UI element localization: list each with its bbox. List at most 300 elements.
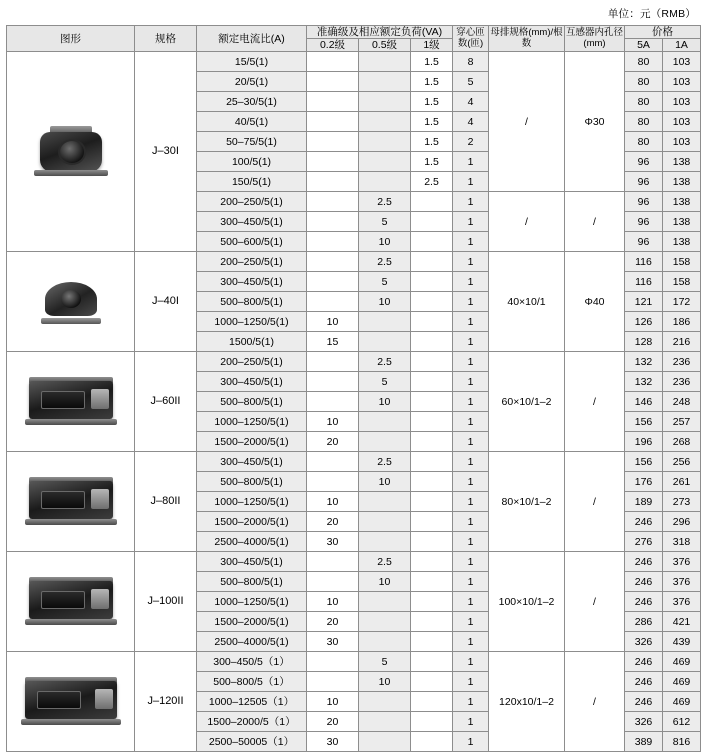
current-ratio-cell: 1000–1250/5(1) <box>197 492 307 512</box>
accuracy-1-cell <box>411 472 453 492</box>
current-ratio-cell: 1000–1250/5(1) <box>197 592 307 612</box>
current-ratio-cell: 25–30/5(1) <box>197 92 307 112</box>
product-image-cell <box>7 352 135 452</box>
price-1a-cell: 612 <box>663 712 701 732</box>
current-ratio-cell: 1000–1250/5(1) <box>197 412 307 432</box>
accuracy-05-cell: 10 <box>359 292 411 312</box>
price-1a-cell: 138 <box>663 152 701 172</box>
accuracy-02-cell: 20 <box>307 712 359 732</box>
current-ratio-cell: 1500–2000/5(1) <box>197 432 307 452</box>
price-1a-cell: 103 <box>663 52 701 72</box>
current-ratio-cell: 500–800/5(1) <box>197 392 307 412</box>
product-image-cell <box>7 452 135 552</box>
current-ratio-cell: 1000–1250/5(1) <box>197 312 307 332</box>
current-ratio-cell: 1000–12505（1） <box>197 692 307 712</box>
header-hole-diameter: 互感器内孔径(mm) <box>565 26 625 52</box>
ct-box-wide-photo <box>21 677 121 727</box>
turns-cell: 1 <box>453 672 489 692</box>
accuracy-02-cell: 30 <box>307 632 359 652</box>
price-5a-cell: 146 <box>625 392 663 412</box>
accuracy-02-cell <box>307 52 359 72</box>
price-1a-cell: 248 <box>663 392 701 412</box>
current-ratio-cell: 300–450/5(1) <box>197 212 307 232</box>
turns-cell: 1 <box>453 652 489 672</box>
current-ratio-cell: 500–800/5(1) <box>197 292 307 312</box>
busbar-cell: 120x10/1–2 <box>489 652 565 752</box>
turns-cell: 1 <box>453 232 489 252</box>
accuracy-05-cell <box>359 532 411 552</box>
accuracy-1-cell <box>411 532 453 552</box>
accuracy-1-cell <box>411 312 453 332</box>
turns-cell: 1 <box>453 712 489 732</box>
price-1a-cell: 138 <box>663 212 701 232</box>
current-ratio-cell: 1500/5(1) <box>197 332 307 352</box>
price-1a-cell: 273 <box>663 492 701 512</box>
turns-cell: 1 <box>453 252 489 272</box>
accuracy-05-cell <box>359 332 411 352</box>
header-price-5a: 5A <box>625 39 663 52</box>
header-image: 图形 <box>7 26 135 52</box>
current-ratio-cell: 150/5(1) <box>197 172 307 192</box>
accuracy-1-cell <box>411 232 453 252</box>
accuracy-02-cell <box>307 272 359 292</box>
accuracy-1-cell <box>411 692 453 712</box>
accuracy-05-cell: 2.5 <box>359 352 411 372</box>
accuracy-02-cell <box>307 292 359 312</box>
price-1a-cell: 318 <box>663 532 701 552</box>
price-5a-cell: 80 <box>625 52 663 72</box>
table-head <box>7 26 701 52</box>
turns-cell: 8 <box>453 52 489 72</box>
price-1a-cell: 257 <box>663 412 701 432</box>
accuracy-02-cell <box>307 672 359 692</box>
current-ratio-cell: 500–600/5(1) <box>197 232 307 252</box>
price-1a-cell: 296 <box>663 512 701 532</box>
accuracy-02-cell: 30 <box>307 732 359 752</box>
busbar-cell: / <box>489 52 565 192</box>
turns-cell: 1 <box>453 552 489 572</box>
accuracy-02-cell <box>307 352 359 372</box>
turns-cell: 1 <box>453 212 489 232</box>
accuracy-02-cell: 10 <box>307 492 359 512</box>
price-5a-cell: 121 <box>625 292 663 312</box>
turns-cell: 1 <box>453 532 489 552</box>
accuracy-02-cell: 10 <box>307 692 359 712</box>
accuracy-05-cell <box>359 152 411 172</box>
current-ratio-cell: 2500–50005（1） <box>197 732 307 752</box>
price-5a-cell: 96 <box>625 232 663 252</box>
specification-price-table <box>6 25 701 752</box>
accuracy-02-cell <box>307 552 359 572</box>
accuracy-05-cell: 5 <box>359 212 411 232</box>
accuracy-02-cell <box>307 372 359 392</box>
current-ratio-cell: 50–75/5(1) <box>197 132 307 152</box>
price-5a-cell: 116 <box>625 252 663 272</box>
current-ratio-cell: 2500–4000/5(1) <box>197 632 307 652</box>
header-accuracy-group: 准确级及相应额定负荷(VA) <box>307 26 453 39</box>
current-ratio-cell: 1500–2000/5(1) <box>197 512 307 532</box>
price-1a-cell: 439 <box>663 632 701 652</box>
accuracy-1-cell: 1.5 <box>411 152 453 172</box>
current-ratio-cell: 100/5(1) <box>197 152 307 172</box>
accuracy-05-cell <box>359 712 411 732</box>
accuracy-1-cell <box>411 632 453 652</box>
accuracy-02-cell <box>307 192 359 212</box>
turns-cell: 1 <box>453 732 489 752</box>
accuracy-1-cell <box>411 292 453 312</box>
price-5a-cell: 96 <box>625 152 663 172</box>
price-1a-cell: 236 <box>663 372 701 392</box>
busbar-cell: 80×10/1–2 <box>489 452 565 552</box>
turns-cell: 4 <box>453 112 489 132</box>
accuracy-02-cell: 10 <box>307 412 359 432</box>
accuracy-05-cell <box>359 512 411 532</box>
accuracy-05-cell: 10 <box>359 672 411 692</box>
turns-cell: 1 <box>453 372 489 392</box>
accuracy-02-cell <box>307 72 359 92</box>
accuracy-1-cell <box>411 512 453 532</box>
price-5a-cell: 116 <box>625 272 663 292</box>
price-1a-cell: 158 <box>663 272 701 292</box>
turns-cell: 1 <box>453 312 489 332</box>
table-row <box>7 452 701 472</box>
price-5a-cell: 246 <box>625 552 663 572</box>
ct-round-core-photo <box>34 126 108 178</box>
accuracy-02-cell: 10 <box>307 312 359 332</box>
accuracy-1-cell <box>411 712 453 732</box>
accuracy-1-cell <box>411 572 453 592</box>
accuracy-02-cell <box>307 172 359 192</box>
ct-horseshoe-core-photo <box>37 278 105 326</box>
current-ratio-cell: 20/5(1) <box>197 72 307 92</box>
product-image-cell <box>7 252 135 352</box>
accuracy-05-cell: 2.5 <box>359 192 411 212</box>
current-ratio-cell: 300–450/5(1) <box>197 272 307 292</box>
model-cell: J–40I <box>135 252 197 352</box>
current-ratio-cell: 40/5(1) <box>197 112 307 132</box>
price-1a-cell: 103 <box>663 132 701 152</box>
turns-cell: 1 <box>453 412 489 432</box>
accuracy-1-cell <box>411 412 453 432</box>
accuracy-1-cell <box>411 452 453 472</box>
accuracy-1-cell: 2.5 <box>411 172 453 192</box>
hole-diameter-cell: / <box>565 452 625 552</box>
accuracy-05-cell <box>359 52 411 72</box>
price-1a-cell: 376 <box>663 572 701 592</box>
accuracy-02-cell <box>307 452 359 472</box>
table-row <box>7 352 701 372</box>
turns-cell: 1 <box>453 432 489 452</box>
current-ratio-cell: 200–250/5(1) <box>197 352 307 372</box>
accuracy-02-cell <box>307 232 359 252</box>
header-price-group: 价格 <box>625 26 701 39</box>
product-image-cell <box>7 552 135 652</box>
unit-note: 单位：元（RMB） <box>607 8 696 20</box>
price-1a-cell: 469 <box>663 692 701 712</box>
turns-cell: 1 <box>453 352 489 372</box>
hole-diameter-cell: / <box>565 192 625 252</box>
price-5a-cell: 326 <box>625 632 663 652</box>
model-cell: J–30I <box>135 52 197 252</box>
turns-cell: 1 <box>453 632 489 652</box>
price-5a-cell: 246 <box>625 652 663 672</box>
accuracy-05-cell <box>359 612 411 632</box>
turns-cell: 1 <box>453 292 489 312</box>
price-5a-cell: 156 <box>625 452 663 472</box>
accuracy-05-cell <box>359 432 411 452</box>
price-1a-cell: 236 <box>663 352 701 372</box>
accuracy-05-cell: 5 <box>359 372 411 392</box>
price-5a-cell: 132 <box>625 352 663 372</box>
price-1a-cell: 103 <box>663 72 701 92</box>
accuracy-02-cell: 15 <box>307 332 359 352</box>
accuracy-1-cell <box>411 592 453 612</box>
ct-box-photo <box>25 377 117 427</box>
price-5a-cell: 128 <box>625 332 663 352</box>
price-5a-cell: 80 <box>625 132 663 152</box>
turns-cell: 1 <box>453 612 489 632</box>
busbar-cell: 100×10/1–2 <box>489 552 565 652</box>
accuracy-1-cell <box>411 552 453 572</box>
header-price-1a: 1A <box>663 39 701 52</box>
accuracy-02-cell <box>307 212 359 232</box>
current-ratio-cell: 1500–2000/5(1) <box>197 612 307 632</box>
accuracy-1-cell: 1.5 <box>411 112 453 132</box>
accuracy-1-cell <box>411 372 453 392</box>
accuracy-02-cell <box>307 252 359 272</box>
accuracy-1-cell <box>411 652 453 672</box>
price-1a-cell: 469 <box>663 652 701 672</box>
current-ratio-cell: 500–800/5(1) <box>197 472 307 492</box>
price-1a-cell: 216 <box>663 332 701 352</box>
price-5a-cell: 80 <box>625 92 663 112</box>
model-cell: J–100II <box>135 552 197 652</box>
price-5a-cell: 246 <box>625 692 663 712</box>
accuracy-05-cell <box>359 492 411 512</box>
header-turns: 穿心匝数(匝) <box>453 26 489 52</box>
ct-box-photo <box>25 577 117 627</box>
header-accuracy-02: 0.2级 <box>307 39 359 52</box>
accuracy-05-cell <box>359 312 411 332</box>
accuracy-05-cell: 5 <box>359 652 411 672</box>
price-5a-cell: 96 <box>625 212 663 232</box>
accuracy-05-cell: 10 <box>359 572 411 592</box>
accuracy-1-cell <box>411 212 453 232</box>
turns-cell: 1 <box>453 172 489 192</box>
current-ratio-cell: 15/5(1) <box>197 52 307 72</box>
hole-diameter-cell: Φ30 <box>565 52 625 192</box>
price-5a-cell: 326 <box>625 712 663 732</box>
accuracy-02-cell <box>307 472 359 492</box>
current-ratio-cell: 200–250/5(1) <box>197 252 307 272</box>
header-model: 规格 <box>135 26 197 52</box>
accuracy-1-cell <box>411 612 453 632</box>
turns-cell: 1 <box>453 692 489 712</box>
price-1a-cell: 103 <box>663 92 701 112</box>
hole-diameter-cell: Φ40 <box>565 252 625 352</box>
busbar-cell: 60×10/1–2 <box>489 352 565 452</box>
turns-cell: 4 <box>453 92 489 112</box>
current-ratio-cell: 300–450/5(1) <box>197 452 307 472</box>
model-cell: J–120II <box>135 652 197 752</box>
turns-cell: 1 <box>453 512 489 532</box>
turns-cell: 1 <box>453 472 489 492</box>
table-row <box>7 652 701 672</box>
price-1a-cell: 138 <box>663 172 701 192</box>
accuracy-05-cell: 10 <box>359 232 411 252</box>
accuracy-05-cell <box>359 72 411 92</box>
current-ratio-cell: 200–250/5(1) <box>197 192 307 212</box>
accuracy-02-cell <box>307 392 359 412</box>
header-accuracy-05: 0.5级 <box>359 39 411 52</box>
price-5a-cell: 246 <box>625 572 663 592</box>
accuracy-05-cell <box>359 112 411 132</box>
price-1a-cell: 172 <box>663 292 701 312</box>
accuracy-1-cell <box>411 192 453 212</box>
price-5a-cell: 196 <box>625 432 663 452</box>
turns-cell: 5 <box>453 72 489 92</box>
accuracy-05-cell: 10 <box>359 472 411 492</box>
accuracy-05-cell <box>359 632 411 652</box>
accuracy-02-cell: 10 <box>307 592 359 612</box>
current-ratio-cell: 500–800/5(1) <box>197 572 307 592</box>
current-ratio-cell: 300–450/5(1) <box>197 372 307 392</box>
accuracy-02-cell <box>307 112 359 132</box>
accuracy-02-cell: 20 <box>307 612 359 632</box>
accuracy-05-cell <box>359 732 411 752</box>
product-image-cell <box>7 52 135 252</box>
price-1a-cell: 138 <box>663 232 701 252</box>
accuracy-02-cell: 30 <box>307 532 359 552</box>
turns-cell: 1 <box>453 572 489 592</box>
price-5a-cell: 96 <box>625 172 663 192</box>
price-5a-cell: 189 <box>625 492 663 512</box>
hole-diameter-cell: / <box>565 352 625 452</box>
accuracy-1-cell: 1.5 <box>411 52 453 72</box>
current-ratio-cell: 300–450/5（1） <box>197 652 307 672</box>
accuracy-05-cell: 2.5 <box>359 452 411 472</box>
price-1a-cell: 376 <box>663 592 701 612</box>
price-5a-cell: 132 <box>625 372 663 392</box>
accuracy-1-cell <box>411 732 453 752</box>
turns-cell: 1 <box>453 452 489 472</box>
turns-cell: 1 <box>453 272 489 292</box>
turns-cell: 2 <box>453 132 489 152</box>
accuracy-1-cell <box>411 492 453 512</box>
accuracy-1-cell: 1.5 <box>411 92 453 112</box>
header-current-ratio: 额定电流比(A) <box>197 26 307 52</box>
model-cell: J–60II <box>135 352 197 452</box>
accuracy-02-cell <box>307 152 359 172</box>
header-busbar: 母排规格(mm)/根数 <box>489 26 565 52</box>
accuracy-02-cell <box>307 572 359 592</box>
price-5a-cell: 286 <box>625 612 663 632</box>
accuracy-1-cell <box>411 352 453 372</box>
current-ratio-cell: 2500–4000/5(1) <box>197 532 307 552</box>
table-row <box>7 552 701 572</box>
price-5a-cell: 96 <box>625 192 663 212</box>
accuracy-05-cell <box>359 592 411 612</box>
accuracy-02-cell <box>307 92 359 112</box>
price-1a-cell: 138 <box>663 192 701 212</box>
price-5a-cell: 389 <box>625 732 663 752</box>
accuracy-05-cell: 10 <box>359 392 411 412</box>
current-ratio-cell: 500–800/5（1） <box>197 672 307 692</box>
accuracy-05-cell: 2.5 <box>359 552 411 572</box>
current-ratio-cell: 300–450/5(1) <box>197 552 307 572</box>
price-1a-cell: 158 <box>663 252 701 272</box>
ct-box-photo <box>25 477 117 527</box>
price-1a-cell: 186 <box>663 312 701 332</box>
busbar-cell: / <box>489 192 565 252</box>
accuracy-05-cell: 2.5 <box>359 252 411 272</box>
accuracy-02-cell: 20 <box>307 512 359 532</box>
accuracy-05-cell: 5 <box>359 272 411 292</box>
accuracy-02-cell <box>307 652 359 672</box>
hole-diameter-cell: / <box>565 652 625 752</box>
accuracy-05-cell <box>359 132 411 152</box>
price-1a-cell: 268 <box>663 432 701 452</box>
price-5a-cell: 246 <box>625 512 663 532</box>
table-body <box>7 52 701 752</box>
price-1a-cell: 256 <box>663 452 701 472</box>
accuracy-05-cell <box>359 412 411 432</box>
accuracy-02-cell <box>307 132 359 152</box>
price-5a-cell: 276 <box>625 532 663 552</box>
price-5a-cell: 246 <box>625 592 663 612</box>
price-5a-cell: 156 <box>625 412 663 432</box>
product-image-cell <box>7 652 135 752</box>
accuracy-1-cell <box>411 272 453 292</box>
accuracy-1-cell <box>411 432 453 452</box>
price-5a-cell: 80 <box>625 72 663 92</box>
busbar-cell: 40×10/1 <box>489 252 565 352</box>
accuracy-1-cell: 1.5 <box>411 132 453 152</box>
table-row <box>7 52 701 72</box>
price-1a-cell: 261 <box>663 472 701 492</box>
price-5a-cell: 80 <box>625 112 663 132</box>
price-1a-cell: 469 <box>663 672 701 692</box>
accuracy-1-cell <box>411 392 453 412</box>
price-5a-cell: 176 <box>625 472 663 492</box>
turns-cell: 1 <box>453 332 489 352</box>
price-1a-cell: 376 <box>663 552 701 572</box>
accuracy-05-cell <box>359 692 411 712</box>
turns-cell: 1 <box>453 492 489 512</box>
price-5a-cell: 246 <box>625 672 663 692</box>
accuracy-1-cell <box>411 252 453 272</box>
accuracy-02-cell: 20 <box>307 432 359 452</box>
current-ratio-cell: 1500–2000/5（1） <box>197 712 307 732</box>
model-cell: J–80II <box>135 452 197 552</box>
turns-cell: 1 <box>453 392 489 412</box>
accuracy-05-cell <box>359 92 411 112</box>
price-1a-cell: 103 <box>663 112 701 132</box>
turns-cell: 1 <box>453 192 489 212</box>
price-1a-cell: 816 <box>663 732 701 752</box>
accuracy-05-cell <box>359 172 411 192</box>
table-row <box>7 252 701 272</box>
accuracy-1-cell: 1.5 <box>411 72 453 92</box>
accuracy-1-cell <box>411 672 453 692</box>
turns-cell: 1 <box>453 152 489 172</box>
price-5a-cell: 126 <box>625 312 663 332</box>
header-accuracy-1: 1级 <box>411 39 453 52</box>
turns-cell: 1 <box>453 592 489 612</box>
hole-diameter-cell: / <box>565 552 625 652</box>
accuracy-1-cell <box>411 332 453 352</box>
price-1a-cell: 421 <box>663 612 701 632</box>
